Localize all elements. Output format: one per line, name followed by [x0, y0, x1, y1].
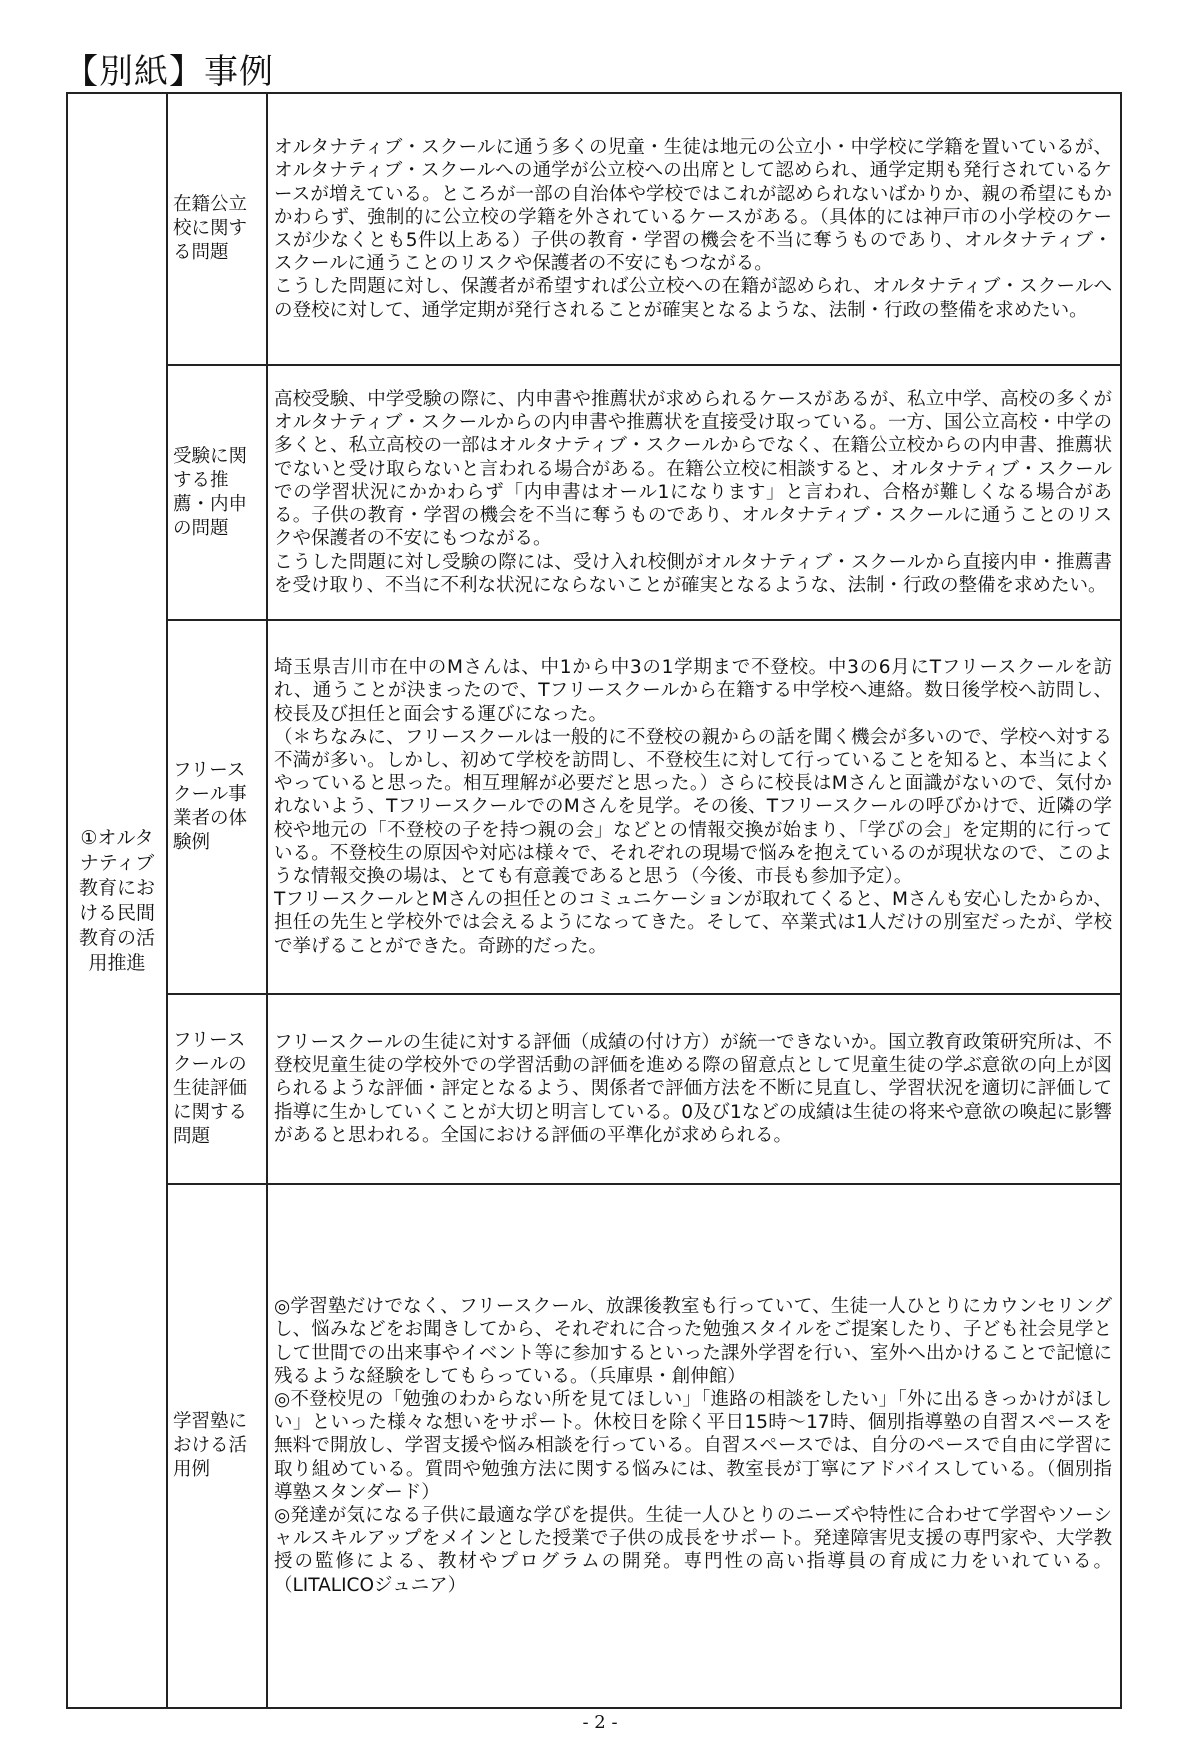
table-row — [67, 620, 1121, 994]
subheading-cell — [167, 994, 267, 1184]
row-subheading: フリースクール事業者の体験例 — [173, 760, 248, 853]
body-cell — [267, 620, 1121, 994]
body-paragraph: フリースクールの生徒に対する評価（成績の付け方）が統一できないか。国立教育政策研究所は、不登校児童生徒の学校外での学習活動の評価を進める際の留意点として児童生徒の学ぶ意欲の向上が図られるような評価・評定となるよう、関係者で評価方法を不断に見直し、学習状況を適切に評価して指導に生かしていくことが大切と明言している。0及び1などの成績は生徒の将来や意欲の喚起に影響があると思われる。全国における評価の平準化が求められる。 — [274, 1031, 1112, 1146]
body-paragraph: （＊ちなみに、フリースクールは一般的に不登校の親からの話を聞く機会が多いので、学校へ対する不満が多い。しかし、初めて学校を訪問し、不登校生に対して行っていることを知ると、本当によくやっていると思った。相互理解が必要だと思った。）さらに校長はMさんと面識がないので、気付かれないよう、TフリースクールでのMさんを見学。その後、Tフリースクールの呼びかけで、近隣の学校や地元の「不登校の子を持つ親の会」などとの情報交換が始まり、「学びの会」を定期的に行っている。不登校生の原因や対応は様々で、それぞれの現場で悩みを抱えているのが現状なので、このような情報交換の場は、とても有意義であると思う（今後、市長も参加予定）。 — [274, 726, 1112, 887]
subheading-cell — [167, 365, 267, 620]
body-paragraph: オルタナティブ・スクールに通う多くの児童・生徒は地元の公立小・中学校に学籍を置いているが、オルタナティブ・スクールへの通学が公立校への出席として認められ、通学定期も発行されているケースが増えている。ところが一部の自治体や学校ではこれが認められないばかりか、親の希望にもかかわらず、強制的に公立校の学籍を外されているケースがある。（具体的には神戸市の小学校のケースが少なくとも5件以上ある）子供の教育・学習の機会を不当に奪うものであり、オルタナティブ・スクールに通うことのリスクや保護者の不安にもつながる。 — [274, 137, 1112, 275]
page-title: 【別紙】事例 — [64, 52, 274, 92]
row-subheading: 受験に関する推薦・内申の問題 — [173, 445, 248, 539]
category-label: ①オルタナティブ教育における民間教育の活用推進 — [78, 826, 155, 974]
body-paragraph: こうした問題に対し、保護者が希望すれば公立校への在籍が認められ、オルタナティブ・スクールへの登校に対して、通学定期が発行されることが確実となるような、法制・行政の整備を求めたい。 — [274, 276, 1112, 321]
subheading-cell — [167, 1184, 267, 1708]
table-row — [67, 1184, 1121, 1708]
body-paragraph: 高校受験、中学受験の際に、内申書や推薦状が求められるケースがあるが、私立中学、高校の多くがオルタナティブ・スクールからの内申書や推薦状を直接受け取っている。一方、国公立高校・中学の多くと、私立高校の一部はオルタナティブ・スクールからでなく、在籍公立校からの内申書、推薦状でないと受け取らないと言われる場合がある。在籍公立校に相談すると、オルタナティブ・スクールでの学習状況にかかわらず「内申書はオール1になります」と言われ、合格が難しくなる場合がある。子供の教育・学習の機会を不当に奪うものであり、オルタナティブ・スクールに通うことのリスクや保護者の不安にもつながる。 — [274, 389, 1112, 550]
category-cell — [67, 93, 167, 1708]
body-paragraph: ◎学習塾だけでなく、フリースクール、放課後教室も行っていて、生徒一人ひとりにカウンセリングし、悩みなどをお聞きしてから、それぞれに合った勉強スタイルをご提案したり、子ども社会見学として世間での出来事やイベント等に参加するといった課外学習を行い、室外へ出かけることで記憶に残るような経験をしてもらっている。（兵庫県・創伸館） — [274, 1296, 1112, 1387]
table-row — [67, 93, 1121, 365]
table-row — [67, 994, 1121, 1184]
body-cell — [267, 1184, 1121, 1708]
body-cell — [267, 994, 1121, 1184]
body-cell — [267, 365, 1121, 620]
page-number: - 2 - — [582, 1712, 618, 1733]
body-cell — [267, 93, 1121, 365]
row-subheading: 在籍公立校に関する問題 — [173, 194, 248, 263]
subheading-cell — [167, 620, 267, 994]
body-paragraph: ◎不登校児の「勉強のわからない所を見てほしい」「進路の相談をしたい」「外に出るきっかけがほしい」といった様々な想いをサポート。休校日を除く平日15時～17時、個別指導塾の自習スペースを無料で開放し、学習支援や悩み相談を行っている。自習スペースでは、自分のペースで自由に学習に取り組めている。質問や勉強方法に関する悩みには、教室長が丁寧にアドバイスしている。（個別指導塾スタンダード） — [274, 1388, 1112, 1503]
row-subheading: フリースクールの生徒評価に関する問題 — [173, 1030, 248, 1147]
body-paragraph: こうした問題に対し受験の際には、受け入れ校側がオルタナティブ・スクールから直接内申・推薦書を受け取り、不当に不利な状況にならないことが確実となるような、法制・行政の整備を求めたい。 — [274, 551, 1112, 596]
body-paragraph: TフリースクールとMさんの担任とのコミュニケーションが取れてくると、Mさんも安心したからか、担任の先生と学校外では会えるようになってきた。そして、卒業式は1人だけの別室だったが、学校で挙げることができた。奇跡的だった。 — [274, 889, 1112, 957]
body-paragraph: 埼玉県吉川市在中のMさんは、中1から中3の1学期まで不登校。中3の6月にTフリースクールを訪れ、通うことが決まったので、Tフリースクールから在籍する中学校へ連絡。数日後学校へ訪問し、校長及び担任と面会する運びになった。 — [274, 657, 1112, 725]
subheading-cell — [167, 93, 267, 365]
case-table — [66, 92, 1122, 1709]
row-subheading: 学習塾における活用例 — [173, 1411, 248, 1480]
body-paragraph: ◎発達が気になる子供に最適な学びを提供。生徒一人ひとりのニーズや特性に合わせて学習やソーシャルスキルアップをメインとした授業で子供の成長をサポート。発達障害児支援の専門家や、大学教授の監修による、教材やプログラムの開発。専門性の高い指導員の育成に力をいれている。（LITALICOジュニア） — [274, 1505, 1112, 1596]
table-row — [67, 365, 1121, 620]
